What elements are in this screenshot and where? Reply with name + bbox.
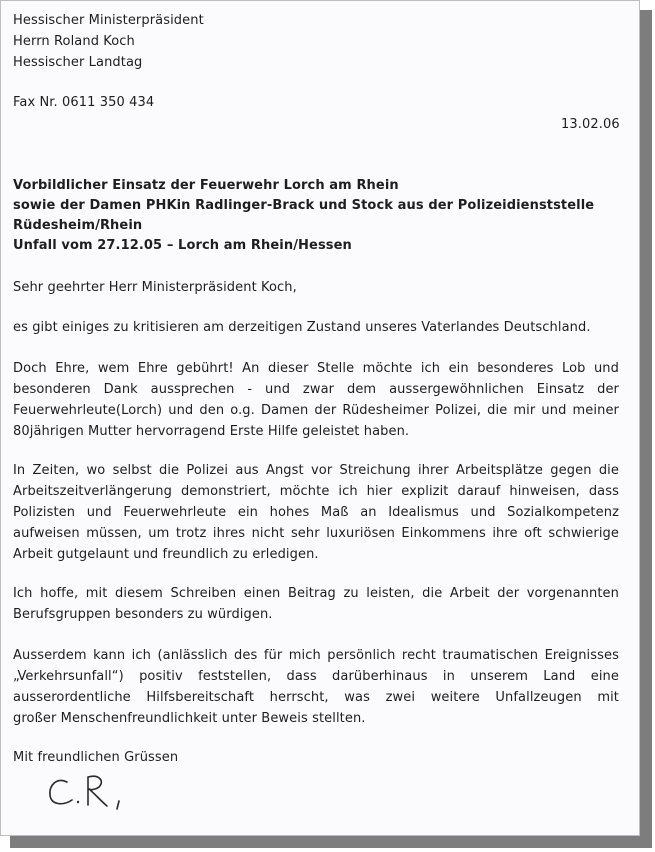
salutation: Sehr geehrter Herr Ministerpräsident Koch, — [13, 280, 297, 295]
paragraph-2-line: Feuerwehrleute(Lorch) und den o.g. Damen der Rüdesheimer Polizei, die mir und meiner — [13, 403, 619, 418]
recipient-line-1: Hessischer Ministerpräsident — [13, 13, 204, 28]
handwritten-signature — [45, 771, 135, 813]
recipient-line-2: Herrn Roland Koch — [13, 34, 135, 49]
paragraph-3-line: Arbeitszeitverlängerung demonstriert, möchte ich hier explizit darauf hinweisen, dass — [13, 484, 619, 499]
paragraph-2-line: Doch Ehre, wem Ehre gebührt! An dieser Stelle möchte ich ein besonderes Lob und — [13, 361, 619, 376]
paragraph-1-line: es gibt einiges zu kritisieren am derzeitigen Zustand unseres Vaterlandes Deutschland. — [13, 320, 591, 335]
paragraph-2-line: besonderen Dank aussprechen - und zwar dem aussergewöhnlichen Einsatz der — [13, 382, 619, 397]
paragraph-2-line: 80jährigen Mutter hervorragend Erste Hilfe geleistet haben. — [13, 424, 410, 439]
subject-line-4: Unfall vom 27.12.05 – Lorch am Rhein/Hessen — [13, 238, 352, 253]
paragraph-3-line: In Zeiten, wo selbst die Polizei aus Angst vor Streichung ihrer Arbeitsplätze gegen die — [13, 463, 619, 478]
paragraph-4-line: Berufsgruppen besonders zu würdigen. — [13, 607, 273, 622]
paragraph-5-line: ausserordentliche Hilfsbereitschaft herrscht, was zwei weitere Unfallzeugen mit — [13, 690, 619, 705]
closing: Mit freundlichen Grüssen — [13, 750, 179, 765]
paragraph-5-line: Ausserdem kann ich (anlässlich des für mich persönlich recht traumatischen Ereignisses — [13, 648, 619, 663]
fax-number: Fax Nr. 0611 350 434 — [13, 95, 155, 110]
paragraph-4-line: Ich hoffe, mit diesem Schreiben einen Beitrag zu leisten, die Arbeit der vorgenannten — [13, 586, 619, 601]
subject-line-3: Rüdesheim/Rhein — [13, 218, 143, 233]
paragraph-3-line: Polizisten und Feuerwehrleute ein hohes Maß an Idealismus und Sozialkompetenz — [13, 505, 619, 520]
paragraph-3-line: aufweisen müssen, um trotz ihres nicht sehr luxuriösen Einkommens ihre oft schwierige — [13, 526, 619, 541]
paragraph-3-line: Arbeit gutgelaunt und freundlich zu erledigen. — [13, 547, 319, 562]
paragraph-5-line: „Verkehrsunfall“) positiv feststellen, dass darüberhinaus in unserem Land eine — [13, 669, 619, 684]
subject-line-1: Vorbildlicher Einsatz der Feuerwehr Lorch am Rhein — [13, 178, 399, 193]
letter-date: 13.02.06 — [561, 117, 620, 132]
recipient-line-3: Hessischer Landtag — [13, 55, 143, 70]
subject-line-2: sowie der Damen PHKin Radlinger-Brack und Stock aus der Polizeidienststelle — [13, 198, 595, 213]
paragraph-5-line: großer Menschenfreundlichkeit unter Beweis stellten. — [13, 711, 366, 726]
